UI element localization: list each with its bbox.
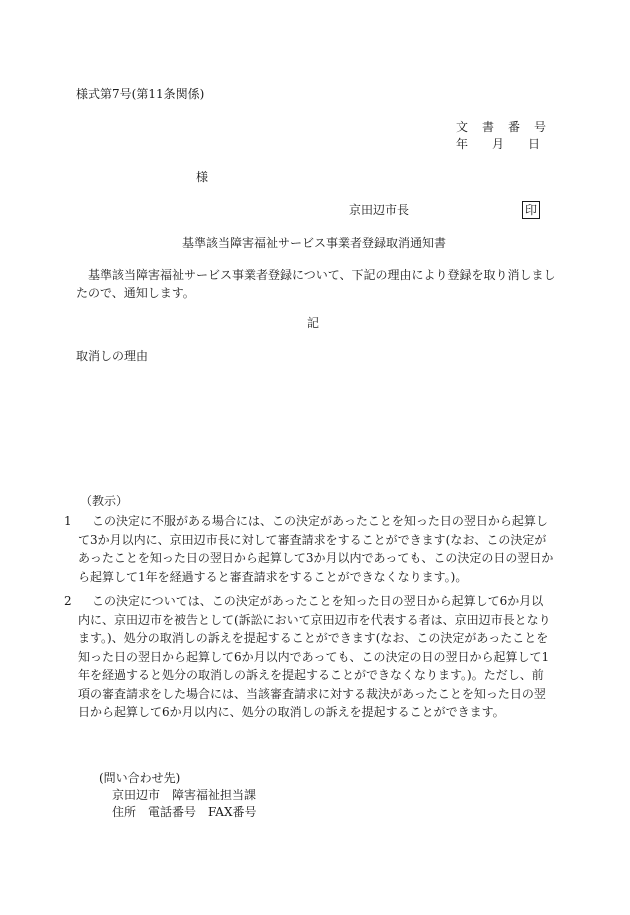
contact-line-2: 住所 電話番号 FAX番号 — [112, 805, 257, 819]
reason-label: 取消しの理由 — [76, 349, 149, 363]
sender-name: 京田辺市長 — [349, 203, 410, 217]
body-text — [76, 266, 556, 302]
instruction-item-text: この決定に不服がある場合には、この決定があったことを知った日の翌日から起算して3か月以内に、京田辺市長に対して審査請求をすることができます(なお、この決定があったことを知った日の翌日から起算して3か月以内であっても、この決定の日の翌日から起算して1年を経過すると審査請求をすることができなくなります。)。 — [78, 514, 554, 584]
document-title: 基準該当障害福祉サービス事業者登録取消通知書 — [182, 236, 447, 250]
document-number-label: 文 書 番 号 — [456, 120, 548, 134]
addressee-suffix: 様 — [196, 170, 209, 184]
instruction-item-2 — [64, 592, 554, 722]
form-number: 様式第7号(第11条関係) — [76, 87, 205, 101]
body-text-content: 基準該当障害福祉サービス事業者登録について、下記の理由により登録を取り消しましたので、通知します。 — [76, 268, 556, 300]
ki-heading: 記 — [307, 316, 320, 330]
instruction-item-number: 2 — [64, 594, 72, 608]
instruction-heading: （教示） — [80, 494, 129, 508]
seal-mark — [522, 201, 540, 219]
contact-line-1: 京田辺市 障害福祉担当課 — [112, 788, 257, 802]
instruction-item-1 — [64, 512, 554, 586]
seal-label: 印 — [522, 201, 540, 219]
contact-heading: (問い合わせ先) — [99, 771, 181, 785]
instruction-item-text: この決定については、この決定があったことを知った日の翌日から起算して6か月以内に、京田辺市を被告として(訴訟において京田辺市を代表する者は、京田辺市長となります。)、処分の取消しの訴えを提起することができます(なお、この決定があったことを知った日の翌日から起算して6か月以内であっても、この決定の日の翌日から起算して1年を経過すると処分の取消しの訴えを提起することができなくなります。)。ただし、前項の審査請求をした場合には、当該審査請求に対する裁決があったことを知った日の翌日から起算して6か月以内に、処分の取消しの訴えを提起することができます。 — [78, 594, 551, 719]
instruction-item-number: 1 — [64, 514, 72, 528]
date-label: 年 月 日 — [456, 137, 541, 151]
